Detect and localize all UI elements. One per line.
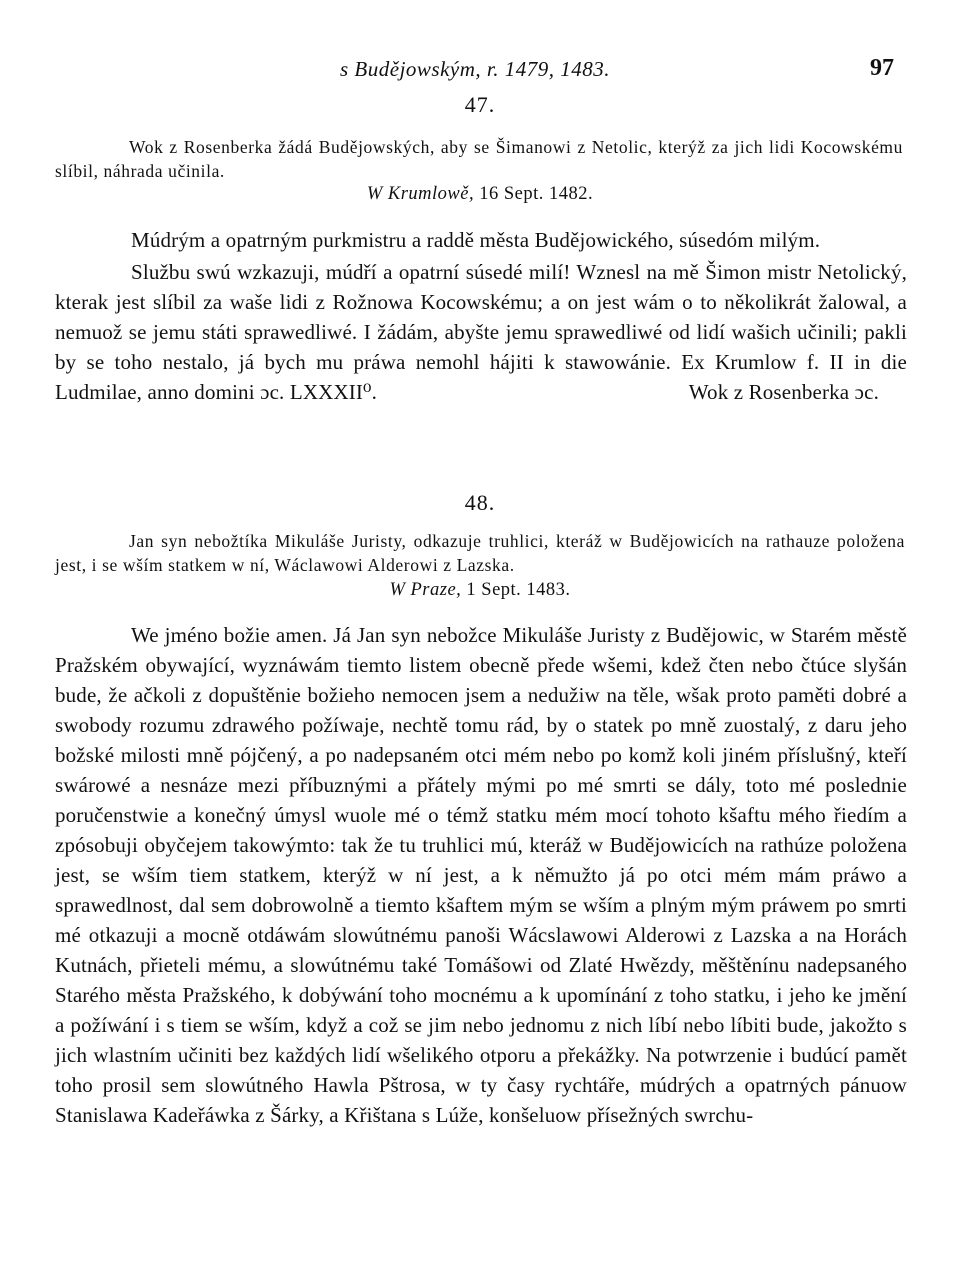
page-number: 97 xyxy=(870,55,894,81)
regest-48: Jan syn nebožtíka Mikuláše Juristy, odkazuje truhlici, kteráž w Budějowicích na rathauze položena jest, i se wším statkem w ní, Wáclawowi Alderowi z Lazska. xyxy=(55,531,905,575)
address-text: Múdrým a opatrným purkmistru a raddě města Budějowického, súsedóm milým. xyxy=(131,228,821,252)
dateline-place: W Praze, xyxy=(389,580,462,600)
dateline-place: W Krumlowě, xyxy=(366,184,475,204)
letter-text-47: Službu swú wzkazuji, múdří a opatrní súsedé milí! Wznesl na mě Šimon mistr Netolický, kterak jest slíbil za waše lidi z Rožnowa Kocowskému; a on jest wám o to několikrát žalowal, a nemuož se jemu státi sprawedliwé. I žádám, abyšte jemu sprawedliwé od lidí wašich učinili; pakli by se toho nestalo, já bych mu práwa nemohl hájiti k stawowánie. Ex Krumlow f. II in die Ludmilae, anno domini ɔc. LXXXII⁰. xyxy=(55,260,907,404)
dateline-date: 1 Sept. 1483. xyxy=(466,580,571,600)
regest-47: Wok z Rosenberka žádá Budějowských, aby se Šimanowi z Netolic, kterýž za jich lidi Kocowskému slíbil, náhrada učinila. xyxy=(55,137,903,181)
dateline-48 xyxy=(0,580,960,601)
dateline-47 xyxy=(0,184,960,205)
document-body-47 xyxy=(55,225,907,407)
running-title-text: s Budějowským, r. 1479, 1483. xyxy=(340,57,610,81)
signature-47: Wok z Rosenberka ɔc. xyxy=(688,380,879,404)
document-body-48 xyxy=(55,620,907,1130)
testament-text-48: We jméno božie amen. Já Jan syn nebožce Mikuláše Juristy z Budějowic, w Starém městě Pražském obywající, wyznáwám tiemto listem obecně přede wšemi, kdež čten nebo čtúce slyšán bude, že ačkoli z dopuštěnie božieho nemocen jsem a nedužiw na těle, wšak proto paměti dobré a swobody rozumu zdrawého požíwaje, nechtě tomu rád, by o statek po mně zuostalý, z daru jeho božské milosti mně pójčený, a po nadepsaném otci mém nebo po komž koli jiném příslušný, kteří swárowé a nesnáze mezi příbuznými a přátely mými po mé smrti se dály, toto mé poslednie poručenstwie a konečný úmysl wuole mé o témž statku mém mocí tohoto kšaftu mého řiedím a zpósobuji obyčejem takowýmto: tak že tu truhlici mú, kteráž w Budějowicích na rathúze položena jest, se wším tiem statkem, kterýž w ní jest, a k němužto já po otci mém mám práwo a sprawedlnost, dal sem dobrowolně a tiemto kšaftem mým se wším a plným mým práwem po smrti mé otkazuji a mocně otdáwám slowútnému panoši Wácslawowi Alderowi z Lazska a na Horách Kutnách, přieteli mému, a slowútnému také Tomášowi od Zlaté Hwězdy, měštěnínu nadepsaného Starého města Pražského, k dobýwání toho mocnému a k upomínání z toho statku, i jeho ke jmění a požíwání i s tiem se wším, když a což se jim nebo jednomu z nich líbí nebo líbiti bude, jakožto s jich wlastním učiniti bez každých lidí wšelikého otporu a překážky. Na potwrzenie i budúcí pamět toho prosil sem slowútného Hawla Pštrosa, w ty časy rychtáře, múdrých a opatrných pánuow Stanislawa Kadeřáwka z Šárky, a Křištana s Lúže, konšeluow přísežných swrchu- xyxy=(55,623,907,1127)
address-47 xyxy=(55,225,907,255)
document-number-48: 48. xyxy=(464,490,496,515)
dateline-date: 16 Sept. 1482. xyxy=(479,184,594,204)
running-title xyxy=(340,57,610,82)
document-number-47: 47. xyxy=(464,92,496,117)
